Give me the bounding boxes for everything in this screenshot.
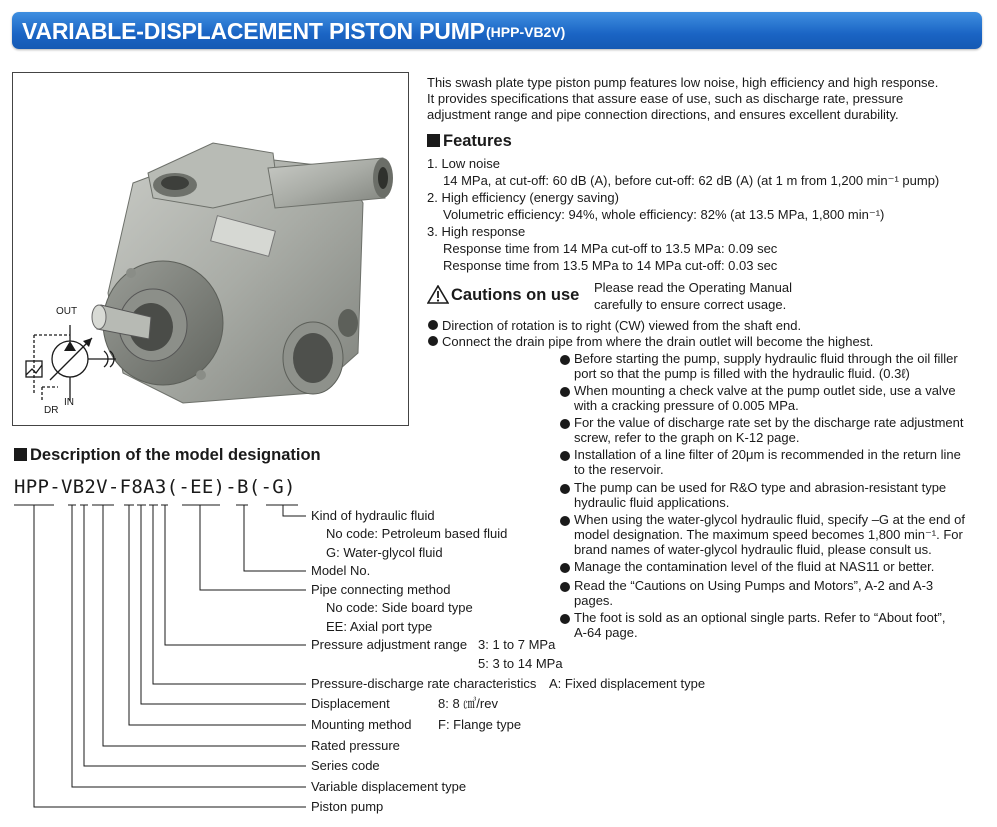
caution-1-line-1: Before starting the pump, supply hydraulic fluid through the oil filler — [574, 351, 958, 366]
caution-9-line-1: The foot is sold as an optional single parts. Refer to “About foot”, — [574, 610, 946, 625]
label-mounting: Mounting method — [311, 717, 412, 732]
model-code: (HPP-VB2V) — [486, 24, 566, 40]
feature-2-text: Volumetric efficiency: 94%, whole efficiency: 82% (at 13.5 MPa, 1,800 min⁻¹) — [443, 207, 885, 222]
caution-3-line-1: For the value of discharge rate set by the discharge rate adjustment — [574, 415, 964, 430]
label-pipe-opt2: EE: Axial port type — [326, 619, 433, 634]
label-pd-char: Pressure-discharge rate characteristics — [311, 676, 537, 691]
feature-1-text: 14 MPa, at cut-off: 60 dB (A), before cut-off: 62 dB (A) (at 1 m from 1,200 min⁻¹ pump) — [443, 173, 940, 188]
caution-7-line-1: Manage the contamination level of the fluid at NAS11 or better. — [574, 559, 935, 574]
caution-5-line-1: The pump can be used for R&O type and abrasion-resistant type — [574, 480, 947, 495]
cautions-heading: Cautions on use — [451, 286, 580, 304]
label-pd-opt: A: Fixed displacement type — [549, 676, 706, 691]
caution-5-line-2: hydraulic fluid applications. — [574, 495, 730, 510]
label-pressure-opt2: 5: 3 to 14 MPa — [478, 656, 563, 671]
designation-heading: Description of the model designation — [14, 446, 321, 465]
label-series: Series code — [311, 758, 380, 773]
feature-1-title: 1. Low noise — [427, 156, 500, 171]
label-rated: Rated pressure — [311, 738, 400, 753]
caution-6-line-2: model designation. The maximum speed becomes 1,800 min⁻¹. For — [574, 527, 963, 542]
feature-3-text-1: Response time from 14 MPa cut-off to 13.5 MPa: 0.09 sec — [443, 241, 778, 256]
label-pipe: Pipe connecting method — [311, 582, 451, 597]
label-fluid-opt1: No code: Petroleum based fluid — [326, 526, 508, 541]
cautions-note-2: carefully to ensure correct usage. — [594, 297, 787, 312]
caution-wide-2: Connect the drain pipe from where the drain outlet will become the highest. — [428, 334, 873, 350]
label-displacement: Displacement — [311, 696, 390, 711]
feature-3-text-2: Response time from 13.5 MPa to 14 MPa cut-off: 0.03 sec — [443, 258, 778, 273]
caution-3-line-2: screw, refer to the graph on K-12 page. — [574, 430, 800, 445]
caution-8-line-2: pages. — [574, 593, 614, 608]
caution-2-line-1: When mounting a check valve at the pump outlet side, use a valve — [574, 383, 956, 398]
label-mounting-val: F: Flange type — [438, 717, 522, 732]
label-pressure-opt1: 3: 1 to 7 MPa — [478, 637, 556, 652]
caution-9-line-2: A-64 page. — [574, 625, 638, 640]
cautions-note-1: Please read the Operating Manual — [594, 280, 793, 295]
intro-line-3: adjustment range and pipe connection directions, and ensures excellent durability. — [427, 107, 899, 122]
label-fluid-opt2: G: Water-glycol fluid — [326, 545, 443, 560]
model-designation-code: HPP-VB2V-F8A3(-EE)-B(-G) — [14, 476, 296, 498]
label-variable: Variable displacement type — [311, 779, 467, 794]
feature-3-title: 3. High response — [427, 224, 526, 239]
label-pressure-adj: Pressure adjustment range — [311, 637, 468, 652]
label-displacement-val: 8: 8 ㎤/rev — [438, 696, 498, 711]
label-pipe-opt1: No code: Side board type — [326, 600, 473, 615]
symbol-in-label: IN — [64, 397, 74, 408]
symbol-dr-label: DR — [44, 405, 59, 416]
caution-4-line-2: to the reservoir. — [574, 462, 664, 477]
label-piston: Piston pump — [311, 799, 384, 814]
label-model-no: Model No. — [311, 563, 371, 578]
caution-6-line-3: brand names of water-glycol hydraulic fluid, please consult us. — [574, 542, 932, 557]
page-title: VARIABLE-DISPLACEMENT PISTON PUMP — [22, 18, 485, 44]
label-fluid: Kind of hydraulic fluid — [311, 508, 435, 523]
intro-line-2: It provides specifications that assure ease of use, such as discharge rate, pressure — [427, 91, 904, 106]
symbol-out-label: OUT — [56, 306, 78, 317]
caution-2-line-2: with a cracking pressure of 0.005 MPa. — [574, 398, 799, 413]
caution-1-line-2: port so that the pump is filled with the hydraulic fluid. (0.3ℓ) — [574, 366, 910, 381]
feature-2-title: 2. High efficiency (energy saving) — [427, 190, 619, 205]
caution-wide-1: Direction of rotation is to right (CW) viewed from the shaft end. — [428, 318, 801, 334]
intro-line-1: This swash plate type piston pump features low noise, high efficiency and high response. — [427, 75, 939, 90]
features-heading: Features — [427, 132, 512, 151]
caution-8-line-1: Read the “Cautions on Using Pumps and Motors”, A-2 and A-3 — [574, 578, 934, 593]
caution-6-line-1: When using the water-glycol hydraulic fluid, specify –G at the end of — [574, 512, 965, 527]
caution-4-line-1: Installation of a line filter of 20μm is recommended in the return line — [574, 447, 961, 462]
